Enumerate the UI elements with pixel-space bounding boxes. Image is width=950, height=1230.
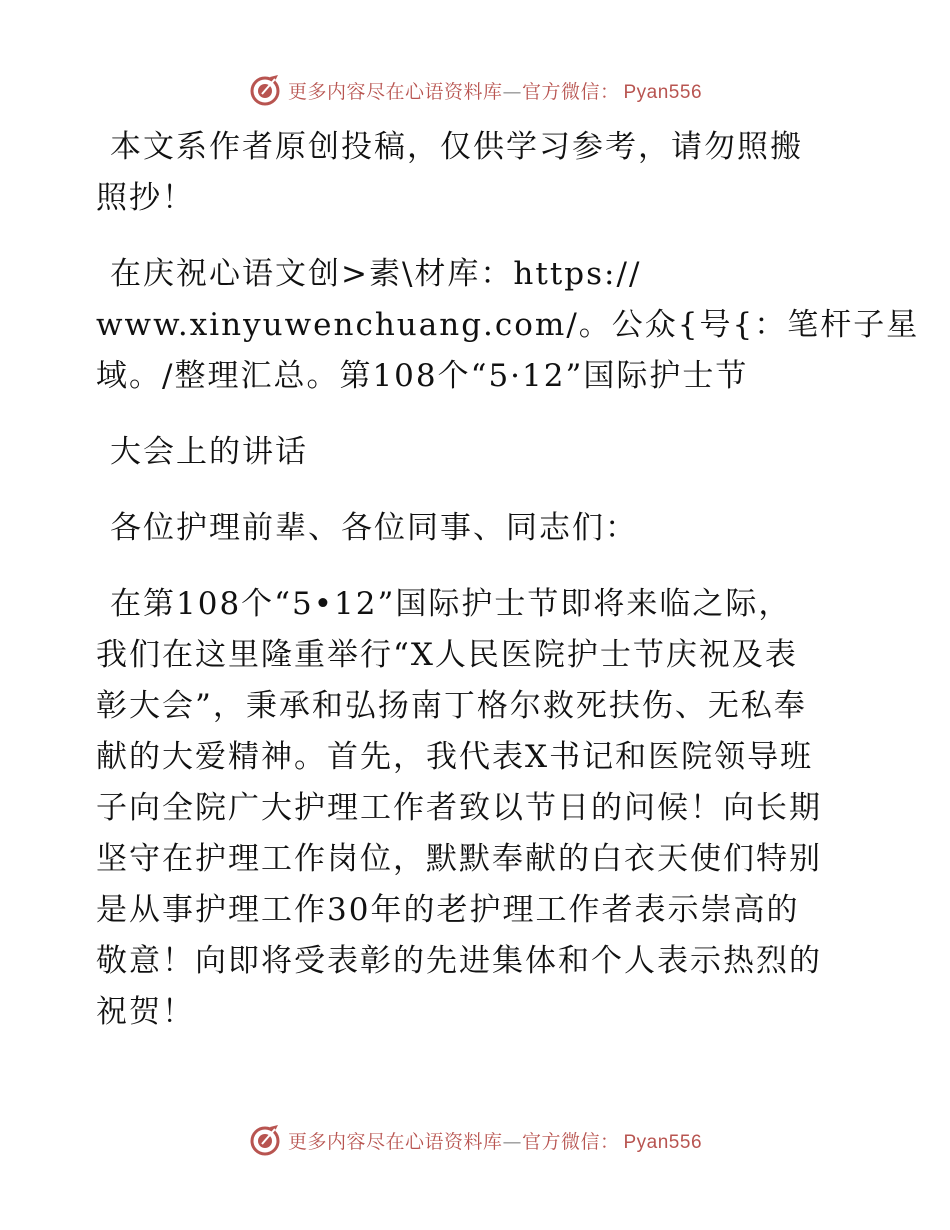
text-line: 子向全院广大护理工作者致以节日的问候！向长期: [96, 790, 822, 826]
quill-logo-icon: [248, 1123, 282, 1157]
text-line: www.xinyuwenchuang.com/。公众{号{：笔杆子星: [96, 307, 920, 343]
text-line: 是从事护理工作30年的老护理工作者表示崇高的: [96, 892, 800, 928]
banner-slogan: 更多内容尽在心语资料库: [287, 1130, 503, 1153]
banner-wechat-handle: Pyan556: [623, 81, 703, 103]
text-line: 我们在这里隆重举行“X人民医院护士节庆祝及表: [96, 637, 798, 673]
text-line: 各位护理前辈、各位同事、同志们：: [110, 510, 638, 546]
text-line: 彰大会”，秉承和弘扬南丁格尔救死扶伤、无私奉: [96, 688, 807, 724]
text-line: 坚守在护理工作岗位，默默奉献的白衣天使们特别: [96, 841, 822, 877]
text-line: 本文系作者原创投稿，仅供学习参考，请勿照搬: [110, 129, 803, 165]
banner-dash: —: [502, 1130, 522, 1153]
document-body: [96, 122, 920, 1038]
footer-banner: [0, 1120, 950, 1160]
text-line: 献的大爱精神。首先，我代表X书记和医院领导班: [96, 739, 814, 775]
banner-wechat-label: 官方微信：: [521, 1130, 620, 1153]
banner-dash: —: [502, 80, 522, 103]
paragraph-source: [96, 249, 920, 402]
header-banner: [0, 70, 950, 110]
text-line: 域。/整理汇总。第108个“5·12”国际护士节: [96, 358, 749, 394]
document-title: [96, 427, 856, 478]
paragraph-body: [96, 579, 856, 1038]
quill-logo-icon: [248, 73, 282, 107]
banner-slogan: 更多内容尽在心语资料库: [287, 80, 503, 103]
text-line: 在第108个“5•12”国际护士节即将来临之际，: [110, 586, 792, 622]
text-line: 照抄！: [96, 180, 195, 216]
text-line: 祝贺！: [96, 994, 195, 1030]
banner-text: [288, 1127, 702, 1154]
banner-wechat-label: 官方微信：: [521, 80, 620, 103]
paragraph-disclaimer: [96, 122, 856, 173]
banner-wechat-handle: Pyan556: [623, 1131, 703, 1153]
paragraph-salutation: [96, 503, 856, 554]
paragraph-disclaimer-cont: [96, 173, 856, 224]
text-line: 在庆祝心语文创>素\材库：https://: [110, 256, 642, 292]
text-line: 敬意！向即将受表彰的先进集体和个人表示热烈的: [96, 943, 822, 979]
banner-text: [288, 77, 702, 104]
text-line: 大会上的讲话: [110, 434, 308, 470]
